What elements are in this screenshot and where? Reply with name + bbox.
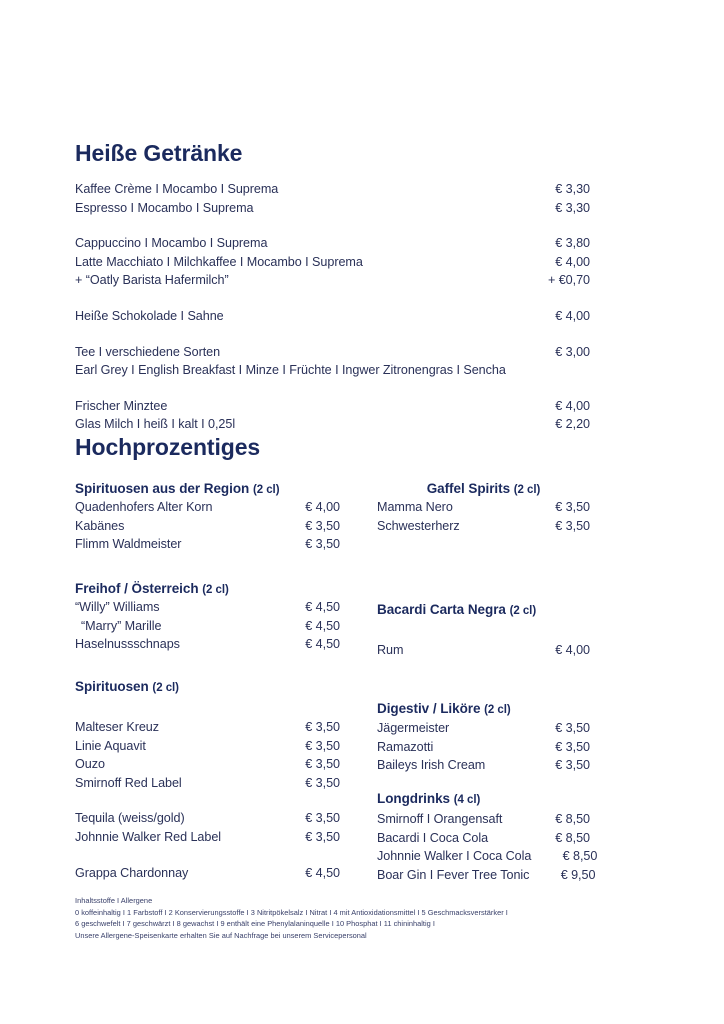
item-label: Schwesterherz [377,518,460,533]
item-label: Smirnoff Red Label [75,775,182,790]
group-measure: (2 cl) [513,484,541,496]
footnote-line-3: Unsere Allergene-Speisenkarte erhalten Sie auf Nachfrage bei unserem Servicepersonal [75,930,367,940]
menu-item-row [75,397,590,416]
group-title-freihof [75,581,229,596]
item-label: Bacardi I Coca Cola [377,830,489,845]
menu-item-row [377,866,596,885]
item-label: Rum [377,643,404,657]
item-price: € 3,00 [555,344,590,359]
menu-item-row [75,535,340,554]
item-label: Ramazotti [377,739,434,754]
section-title-spirits: Hochprozentiges [75,434,261,460]
item-price: € 3,30 [555,182,590,196]
menu-item-row [377,829,590,848]
menu-item-row [75,343,590,362]
group-title-bacardi [377,602,536,617]
item-price: € 8,50 [555,830,590,845]
item-price: € 3,50 [555,721,590,735]
item-label: Tee I verschiedene Sorten [75,344,221,359]
item-price: € 3,50 [555,500,590,514]
section-title-hot-drinks: Heiße Getränke [75,140,243,166]
item-price: € 8,50 [562,849,598,864]
item-label: Smirnoff I Orangensaft [377,812,503,826]
item-label: Johnnie Walker Red Label [75,829,222,844]
group-title-gaffel [377,481,590,496]
menu-item-row [377,810,590,829]
menu-item-row [377,719,590,738]
group-measure: (2 cl) [252,484,280,496]
item-label: Grappa Chardonnay [75,865,189,880]
group-measure: (4 cl) [453,794,481,806]
item-label: Ouzo [75,757,105,772]
menu-item-row-addon [75,271,590,290]
menu-item-row [75,737,340,756]
item-price: € 4,50 [305,600,340,614]
group-title-spirituosen [75,679,179,694]
item-label: + “Oatly Barista Hafermilch” [75,273,229,288]
group-title-text: Freihof / Österreich [75,581,199,596]
group-title-text: Digestiv / Liköre [377,701,481,716]
menu-item-row [75,415,590,434]
menu-item-row [377,498,590,517]
item-label: Cappuccino I Mocambo I Suprema [75,236,268,251]
group-title-text: Bacardi Carta Negra [377,602,506,617]
item-price: € 4,00 [555,254,590,269]
group-title-region [75,481,279,496]
group-title-text: Longdrinks [377,791,450,806]
item-price: € 3,80 [555,236,590,251]
item-price: € 4,00 [555,308,590,323]
item-price: € 3,50 [555,518,590,533]
item-price: € 3,50 [555,739,590,754]
group-title-text: Spirituosen [75,679,149,694]
item-price: € 4,00 [305,500,340,514]
item-price: € 8,50 [555,812,590,826]
item-price: € 3,50 [305,775,340,790]
item-label: Frischer Minztee [75,398,168,413]
menu-item-row [75,598,340,617]
group-measure: (2 cl) [152,682,179,694]
item-label: Linie Aquavit [75,738,146,753]
group-title-longdrinks [377,791,480,806]
item-label: Latte Macchiato I Milchkaffee I Mocambo I Suprema [75,254,363,269]
menu-item-row [377,847,598,866]
item-price: € 3,50 [305,757,340,772]
item-label: Haselnussschnaps [75,637,180,652]
group-title-text: Spirituosen aus der Region [75,481,250,496]
item-price: € 3,50 [305,811,340,826]
region-spirits-list [75,498,340,554]
item-label: Johnnie Walker I Coca Cola [377,849,532,864]
footnote-heading: Inhaltsstoffe I Allergene [75,896,153,905]
menu-item-row [75,180,590,199]
item-price: € 3,50 [305,720,340,734]
digestiv-list [377,719,590,775]
menu-item-row [75,774,340,793]
menu-item-row [75,755,340,774]
item-price: € 3,50 [555,758,590,773]
menu-item-row [75,809,340,828]
item-price: € 3,50 [305,518,340,533]
menu-item-row [75,234,590,253]
menu-item-row [75,828,340,847]
longdrinks-list [377,810,598,884]
menu-item-row [75,498,340,517]
hot-drinks-list [75,180,590,434]
freihof-spirits-list [75,598,340,654]
item-price: € 9,50 [560,867,596,882]
item-label: Kaffee Crème I Mocambo I Suprema [75,182,279,196]
item-label: Glas Milch I heiß I kalt I 0,25l [75,417,236,432]
item-label: Malteser Kreuz [75,720,159,734]
menu-item-row [377,756,590,775]
menu-item-row [75,718,340,737]
item-label: “Marry” Marille [81,618,162,633]
spirituosen-list [75,718,340,882]
group-title-digestiv [377,701,511,716]
item-price: € 3,30 [555,200,590,215]
allergen-footnotes [75,895,635,941]
footnote-line-2: 6 geschwefelt I 7 geschwärzt I 8 gewachst I 9 enthält eine Phenylalaninquelle I 10 Phosphat I 11 chininhaltig I [75,919,435,929]
item-label: Jägermeister [377,721,450,735]
item-label: Earl Grey I English Breakfast I Minze I Früchte I Ingwer Zitronengras I Sencha [75,363,506,378]
footnote-line-1: 0 koffeinhaltig I 1 Farbstoff I 2 Konservierungsstoffe I 3 Nitritpökelsalz I Nitrat I 4 mit Antioxidationsmittel I 5 Geschmacksverstärker I [75,908,508,918]
item-price: € 3,50 [305,537,340,552]
item-price: € 3,50 [305,738,340,753]
item-label: Baileys Irish Cream [377,758,486,773]
menu-item-row [377,738,590,757]
group-measure: (2 cl) [509,605,537,617]
item-label: Tequila (weiss/gold) [75,811,185,826]
item-price: € 3,50 [305,829,340,844]
menu-item-row [75,307,590,326]
menu-item-row [377,641,590,660]
menu-item-row [75,253,590,272]
menu-item-row [75,617,340,636]
item-price: € 4,50 [305,618,340,633]
item-label: Flimm Waldmeister [75,537,182,552]
item-label: Kabänes [75,518,125,533]
gaffel-spirits-list [377,498,590,535]
item-label: Quadenhofers Alter Korn [75,500,213,514]
menu-item-row [75,199,590,218]
group-measure: (2 cl) [202,584,229,596]
item-label: Boar Gin I Fever Tree Tonic [377,867,530,882]
group-title-text: Gaffel Spirits [426,481,511,496]
bacardi-list [377,641,590,660]
menu-item-row [75,635,340,654]
menu-item-row-variants [75,361,590,380]
item-label: Mamma Nero [377,500,453,514]
item-label: Espresso I Mocambo I Suprema [75,200,254,215]
item-price: € 4,00 [555,398,590,413]
group-measure: (2 cl) [484,704,511,716]
menu-item-row [75,864,340,883]
menu-item-row [75,517,340,536]
item-price: € 4,00 [555,643,590,657]
item-price: € 4,50 [305,865,340,880]
item-label: Heiße Schokolade I Sahne [75,308,224,323]
item-price: € 4,50 [305,637,340,652]
item-price: + €0,70 [547,273,590,288]
item-price: € 2,20 [555,417,590,432]
menu-item-row [377,517,590,536]
item-label: “Willy” Williams [75,600,160,614]
